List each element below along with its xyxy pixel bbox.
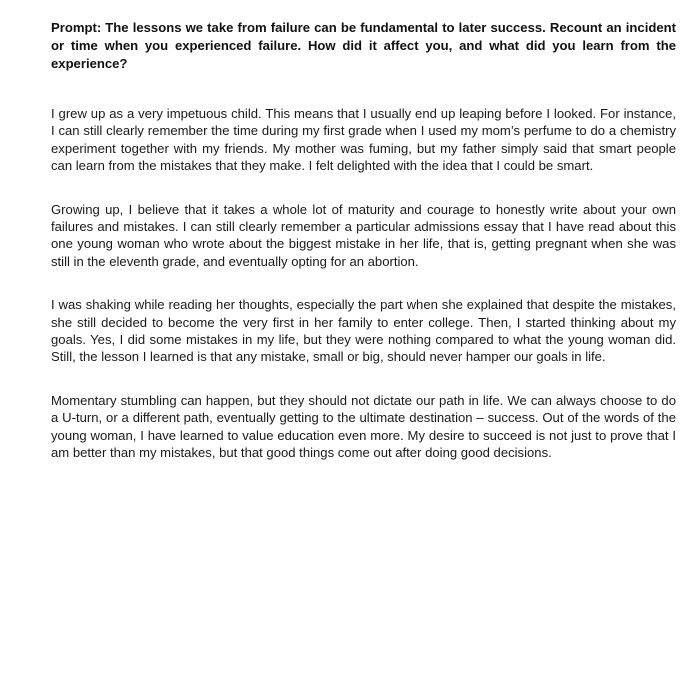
essay-paragraph-3: I was shaking while reading her thoughts, especially the part when she explained that despite the mistakes, she still decided to become the very first in her family to enter college. Then, I started thinking about my goals. Yes, I did some mistakes in my life, but they were nothing compared to what the young woman did. Still, the lesson I learned is that any mistake, small or big, should never hamper our goals in life. <box>51 297 676 365</box>
essay-paragraph-2: Growing up, I believe that it takes a whole lot of maturity and courage to honestly write about your own failures and mistakes. I can still clearly remember a particular admissions essay that I have read about this one young woman who wrote about the biggest mistake in her life, that is, getting pregnant when she was still in the eleventh grade, and eventually opting for an abortion. <box>51 201 676 269</box>
essay-prompt: Prompt: The lessons we take from failure can be fundamental to later success. Recount an incident or time when you experienced failure. How did it affect you, and what did you learn from the experience? <box>51 20 676 71</box>
essay-paragraph-4: Momentary stumbling can happen, but they should not dictate our path in life. We can always choose to do a U-turn, or a different path, eventually getting to the ultimate destination – success. Out of the words of the young woman, I have learned to value education even more. My desire to succeed is not just to prove that I am better than my mistakes, but that good things come out after doing good decisions. <box>51 392 676 461</box>
essay-paragraph-1: I grew up as a very impetuous child. This means that I usually end up leaping before I looked. For instance, I can still clearly remember the time during my first grade when I used my mom’s perfume to do a chemistry experiment together with my friends. My mother was fuming, but my father simply said that smart people can learn from the mistakes that they make. I felt delighted with the idea that I could be smart. <box>51 106 676 174</box>
